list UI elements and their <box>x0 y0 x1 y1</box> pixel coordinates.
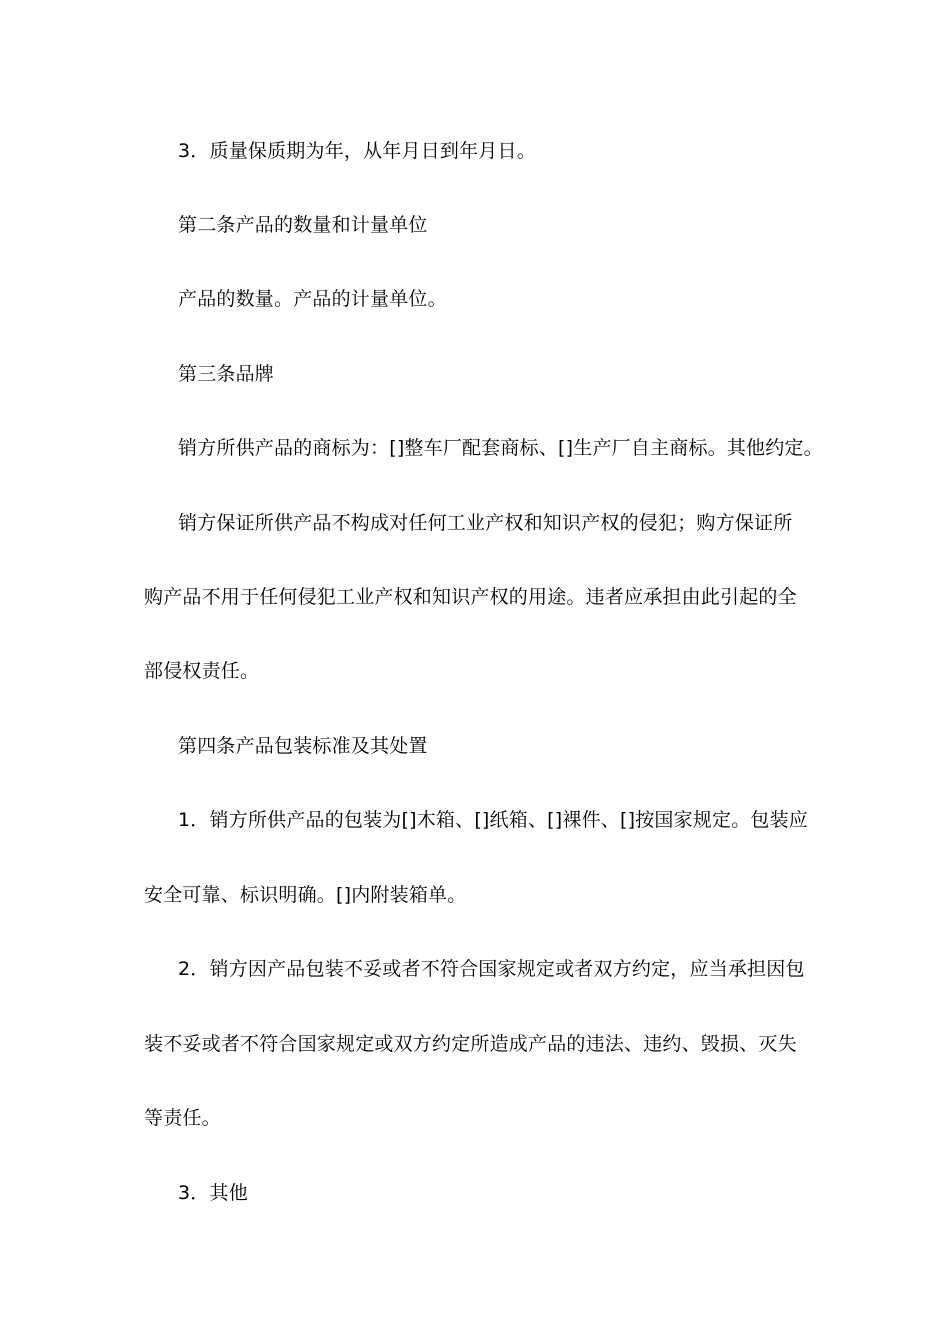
packaging-item-2-line-2: 装不妥或者不符合国家规定或双方约定所造成产品的违法、违约、毁损、灭失 <box>144 1033 797 1055</box>
article-2-heading: 第二条产品的数量和计量单位 <box>178 214 428 236</box>
article-3-heading: 第三条品牌 <box>178 363 275 385</box>
ip-guarantee-line-2: 购产品不用于任何侵犯工业产权和知识产权的用途。违者应承担由此引起的全 <box>144 586 797 608</box>
packaging-item-1-line-2: 安全可靠、标识明确。[]内附装箱单。 <box>144 884 467 906</box>
packaging-item-2-line-3: 等责任。 <box>144 1107 221 1129</box>
article-4-heading: 第四条产品包装标准及其处置 <box>178 735 428 757</box>
quality-warranty-line: 3．质量保质期为年，从年月日到年月日。 <box>178 140 536 162</box>
quantity-line: 产品的数量。产品的计量单位。 <box>178 288 447 310</box>
packaging-item-2-line-1: 2．销方因产品包装不妥或者不符合国家规定或者双方约定，应当承担因包 <box>178 958 805 980</box>
ip-guarantee-line-3: 部侵权责任。 <box>144 660 260 682</box>
ip-guarantee-line-1: 销方保证所供产品不构成对任何工业产权和知识产权的侵犯；购方保证所 <box>178 512 793 534</box>
packaging-item-3-line: 3．其他 <box>178 1182 248 1204</box>
trademark-line: 销方所供产品的商标为：[]整车厂配套商标、[]生产厂自主商标。其他约定。 <box>178 437 823 459</box>
packaging-item-1-line-1: 1．销方所供产品的包装为[]木箱、[]纸箱、[]裸件、[]按国家规定。包装应 <box>178 809 808 831</box>
